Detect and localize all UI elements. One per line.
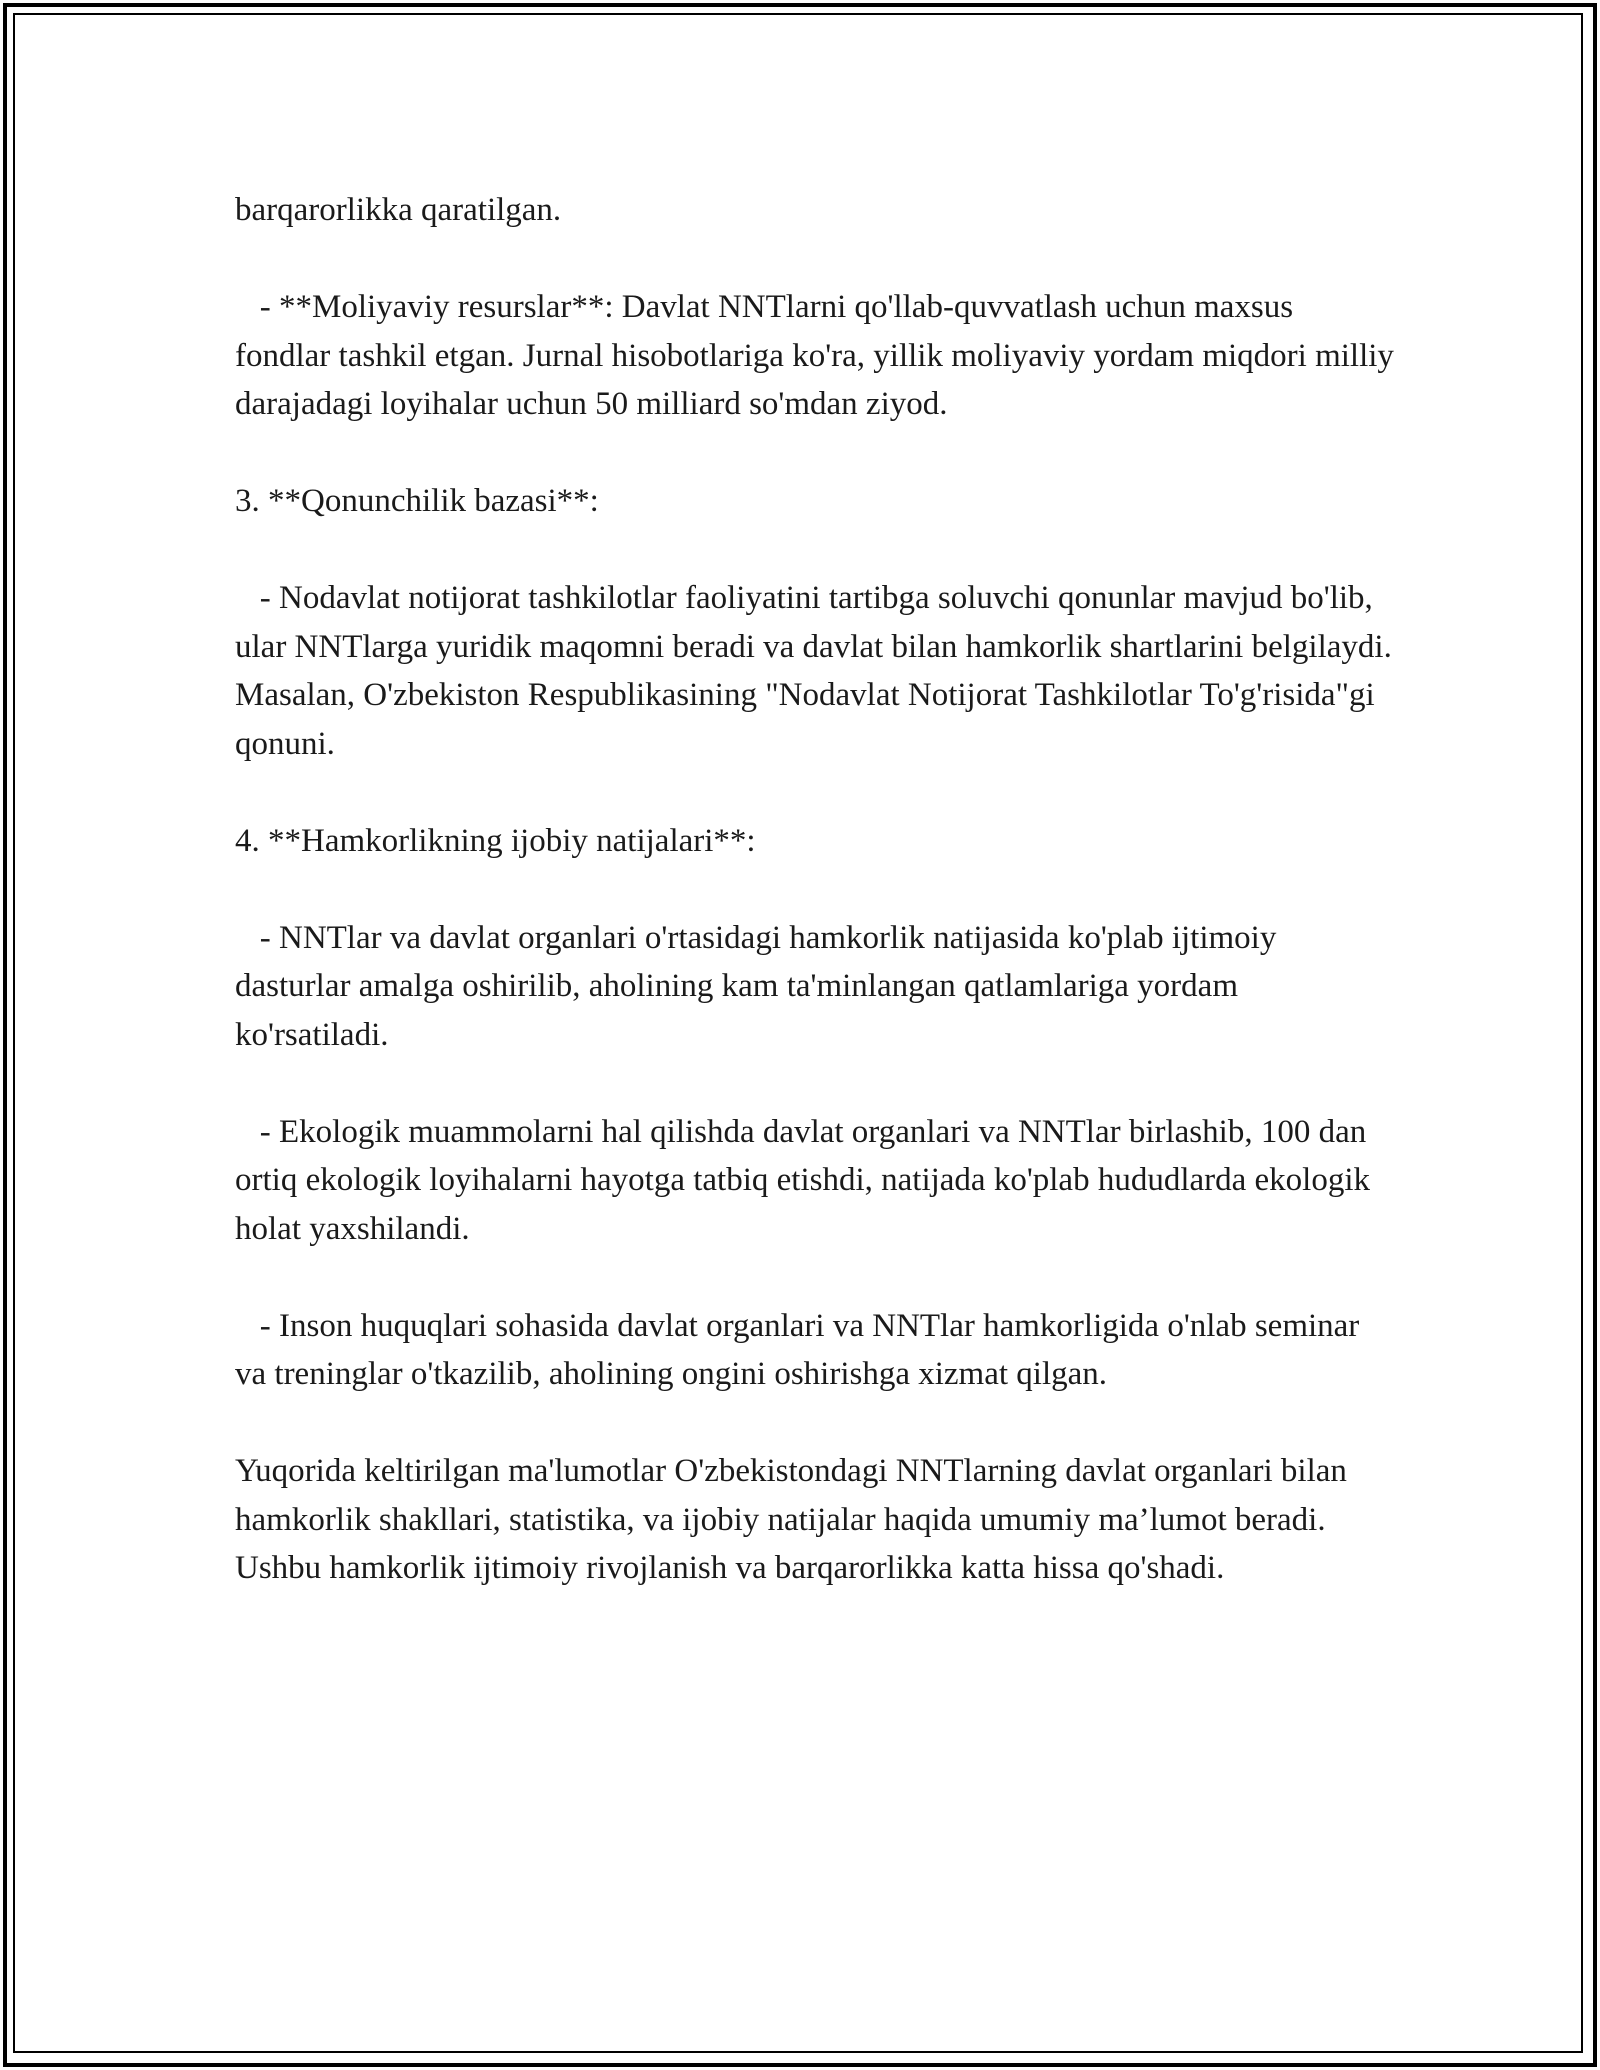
paragraph-financial-resources: - **Moliyaviy resurslar**: Davlat NNTlarni qo'llab-quvvatlash uchun maxsus fondlar tashkil etgan. Jurnal hisobotlariga ko'ra, yillik moliyaviy yordam miqdori milliy darajadagi loyihalar uchun 50 milliard so'mdan ziyod. — [235, 289, 1403, 422]
document-body — [235, 186, 1403, 1593]
heading-positive-results: 4. **Hamkorlikning ijobiy natijalari**: — [235, 822, 756, 859]
heading-legislative-base: 3. **Qonunchilik bazasi**: — [235, 483, 599, 519]
paragraph-conclusion: Yuqorida keltirilgan ma'lumotlar O'zbekistondagi NNTlarning davlat organlari bilan hamkorlik shakllari, statistika, va ijobiy natijalar haqida umumiy ma’lumot beradi. Ushbu hamkorlik ijtimoiy rivojlanish va barqarorlikka katta hissa qo'shadi. — [235, 1453, 1356, 1586]
paragraph-legislation: - Nodavlat notijorat tashkilotlar faoliyatini tartibga soluvchi qonunlar mavjud bo'lib, ular NNTlarga yuridik maqomni beradi va davlat bilan hamkorlik shartlarini belgilaydi. Masalan, O'zbekiston Respublikasining "Nodavlat Notijorat Tashkilotlar To'g'risida"gi qonuni. — [235, 580, 1401, 762]
paragraph-human-rights: - Inson huquqlari sohasida davlat organlari va NNTlar hamkorligida o'nlab seminar va treninglar o'tkazilib, aholining ongini oshirishga xizmat qilgan. — [235, 1307, 1368, 1392]
paragraph-ecology: - Ekologik muammolarni hal qilishda davlat organlari va NNTlar birlashib, 100 dan ortiq ekologik loyihalarni hayotga tatbiq etishdi, natijada ko'plab hududlarda ekologik holat yaxshilandi. — [235, 1113, 1379, 1247]
paragraph-intro-continuation: barqarorlikka qaratilgan. — [235, 192, 562, 228]
paragraph-social-programs: - NNTlar va davlat organlari o'rtasidagi hamkorlik natijasida ko'plab ijtimoiy dasturlar amalga oshirilib, aholining kam ta'minlangan qatlamlariga yordam ko'rsatiladi. — [235, 919, 1285, 1053]
